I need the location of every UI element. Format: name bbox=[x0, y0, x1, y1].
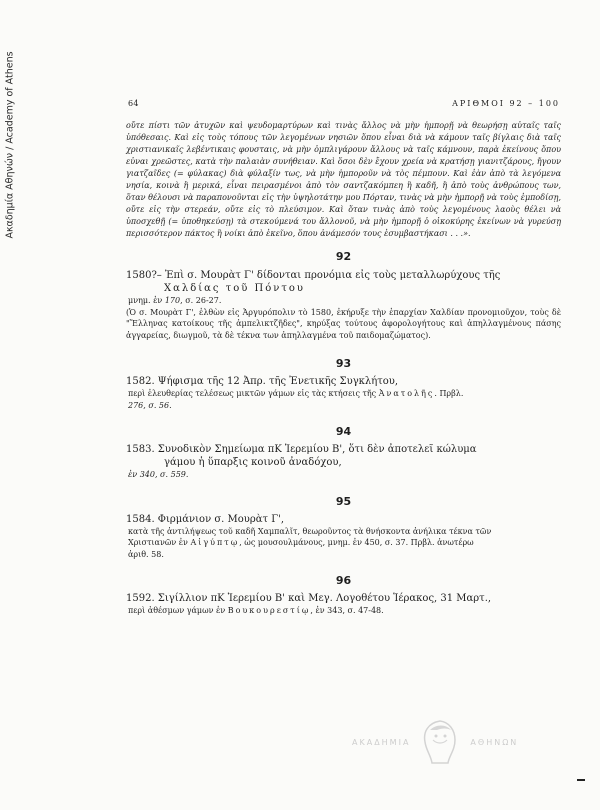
entry-title: 1592. Σιγίλλιον πΚ Ἱερεμίου Β' καὶ Μεγ. Λογοθέτου Ἱέρακος, 31 Μαρτ., bbox=[126, 593, 492, 604]
entry-title: 1580?– Ἐπὶ σ. Μουρὰτ Γ' δίδονται προνόμια εἰς τοὺς μεταλλωρύχους τῆς bbox=[126, 270, 501, 281]
description-text: περὶ ἀθέσμων γάμων ἐν bbox=[128, 606, 228, 615]
reference-number: 170 bbox=[164, 296, 181, 305]
page-content bbox=[126, 120, 561, 617]
description-place: Βουκουρεστίῳ bbox=[227, 606, 311, 615]
description-text: περὶ ἐλευθερίας τελέσεως μικτῶν γάμων εἰς τὰς κτήσεις τῆς bbox=[128, 389, 379, 398]
academy-watermark bbox=[352, 718, 518, 766]
side-label bbox=[3, 40, 17, 250]
entry-96 bbox=[126, 592, 561, 617]
description-suffix: , ἐν 343, σ. 47-48. bbox=[310, 606, 384, 615]
athena-head-icon bbox=[418, 718, 462, 766]
page-header bbox=[128, 99, 560, 108]
reference-prefix: μνημ. ἐν bbox=[128, 296, 165, 305]
section-number-92: 92 bbox=[335, 250, 352, 263]
entry-93 bbox=[126, 375, 561, 411]
intro-paragraph: οὔτε πίστι τῶν ἀτυχῶν καὶ ψευδομαρτύρων καὶ τινὰς ἄλλος νὰ μὴν ἠμπορῇ νὰ θεωρήσῃ αὐταῖς ταῖς ὑπόθεσαις. Καὶ εἰς τοὺς τόπους τῶν λεγομένων νησιῶν ὅπου εἶναι διὰ νὰ κάμουν ταῖς βίγλαις διὰ ταῖς χριστιανικαῖς λεβέντικαις φουσταις, νὰ μὴν ὀμπλιγάρουν ἄλλους νὰ ταῖς κάμνουν, παρὰ ἐκείνους ὅπου εὐναι χρεῶστες, κατὰ τὴν παλαιὰν συνήθειαν. Καὶ ὅσοι δὲν ἔχουν χρεία νὰ κρατήσῃ γιανιτζάρους, ἤγουν γιατζαῖδες (= φύλακας) διὰ φύλαξίν τως, νὰ μὴν ἠμποροῦν νὰ τὸς πέμπουν. Καὶ ἐὰν ἀπὸ τὰ λεγόμενα νησία, κοινὰ ἢ μερικά, εἶναι πειρασμένοι ἀπὸ τὸν σαντζακόμπεη ἢ καδῆ, ἢ ἀπὸ τοὺς ἀνθρώπους των, ὅταν θέλουσι νὰ παραπονοῦνται εἰς τὴν ὑψηλοτάτην μου Πόρταν, τινὰς νὰ μὴν ἠμπορῇ νὰ τοὺς ἐμποδίσῃ, οὔτε εἰς τὴν στερεάν, οὔτε εἰς τὸ πλεύσιμον. Καὶ ὅταν τινὰς ἀπὸ τοὺς λεγομένους λαοὺς θέλει νὰ ὑποσχεθῇ (= ὑποθηκεύσῃ) τὰ στεκούμενά του ἄλλονοῦ, νὰ μὴν ἠμπορῇ ὁ οἰκοκύρης ἐκείνων νὰ γυρεύσῃ περισσότερον πάκτος ἢ νοίκι ἀπὸ ἐκεῖνο, ὅπου ἀνάμεσόν τους ἐσυμβαστήκασι . . .». bbox=[126, 121, 561, 238]
entry-description: κατὰ τῆς ἀντιλήψεως τοῦ καδῆ Χαμπαλῖτ, θεωροῦντος τὰ θνήσκοντα ἀνήλικα τέκνα τῶν bbox=[128, 526, 492, 536]
running-title: ΑΡΙΘΜΟΙ 92 – 100 bbox=[452, 99, 560, 108]
watermark-text-right: ΑΘΗΝΩΝ bbox=[470, 737, 519, 747]
entry-reference: ἀριθ. 58. bbox=[128, 549, 164, 559]
description-place: Ἀνατολῆς bbox=[378, 389, 435, 398]
entry-reference bbox=[126, 295, 561, 307]
description-text: Χριστιανῶν ἐν bbox=[128, 538, 191, 547]
section-number-94: 94 bbox=[335, 425, 352, 438]
entry-description bbox=[126, 605, 561, 617]
entry-95 bbox=[126, 513, 561, 561]
section-number-93: 93 bbox=[335, 357, 352, 370]
entry-title: 1582. Ψήφισμα τῆς 12 Ἀπρ. τῆς Ἐνετικῆς Συγκλήτου, bbox=[126, 376, 399, 387]
page-corner-mark bbox=[577, 779, 585, 781]
side-label-text: Ακαδημία Αθηνών / Academy of Athens bbox=[4, 51, 16, 239]
reference-suffix: , σ. 26-27. bbox=[180, 296, 222, 305]
entry-description-cont bbox=[126, 537, 561, 549]
entry-reference: ἐν 340, σ. 559. bbox=[128, 470, 189, 479]
entry-description bbox=[126, 388, 561, 400]
watermark-text-left: ΑΚΑΔΗΜΙΑ bbox=[352, 737, 411, 747]
description-suffix: , ὡς μουσουλμάνους, μνημ. ἐν 450, σ. 37. Πρβλ. ἀνωτέρω bbox=[239, 538, 474, 547]
section-number-95: 95 bbox=[335, 494, 352, 508]
entry-title: 1583. Συνοδικὸν Σημείωμα πΚ Ἱερεμίου Β', ὅτι δὲν ἀποτελεῖ κώλυμα bbox=[126, 444, 477, 455]
entry-title-continuation: γάμου ἡ ὕπαρξις κοινοῦ ἀναδόχου, bbox=[164, 457, 342, 468]
entry-94 bbox=[126, 443, 561, 481]
description-suffix: . Πρβλ. bbox=[434, 389, 464, 398]
entry-reference: 276, σ. 56. bbox=[128, 400, 172, 410]
entry-title: 1584. Φιρμάνιον σ. Μουρὰτ Γ', bbox=[126, 513, 285, 525]
entry-92 bbox=[126, 269, 561, 341]
section-number-96: 96 bbox=[335, 574, 352, 587]
entry-title-continuation: Χαλδίας τοῦ Πόντου bbox=[164, 283, 305, 294]
page-number: 64 bbox=[128, 99, 139, 108]
entry-note: (Ὁ σ. Μουρὰτ Γ', ἐλθὼν εἰς Ἀργυρόπολιν τὸ 1580, ἐκήρυξε τὴν ἐπαρχίαν Χαλδίαν προνομιοῦχον, τοὺς δὲ "Ἕλληνας κατοίκους τῆς ἀμπελικτζῆδες", κηρύξας τούτους ἀφορολογήτους καὶ ἀπηλλαγμένους πάσης ἀγγαρείας, διωγμοῦ, τὰ δὲ τέκνα των ἀπηλλαγμένα τοῦ παιδομαζώματος). bbox=[126, 307, 561, 340]
description-place: Αἰγύπτῳ bbox=[190, 538, 240, 547]
